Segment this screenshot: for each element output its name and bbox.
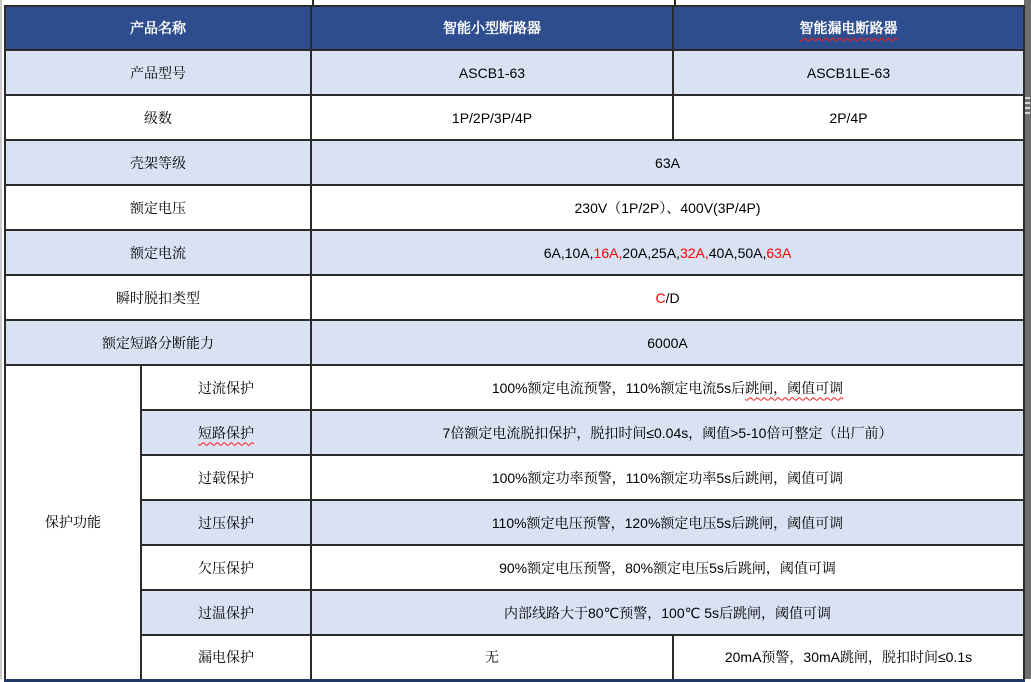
cell-overvoltage-value: 110%额定电压预警，120%额定电压5s后跳闸，阈值可调: [311, 500, 1024, 545]
cell-poles-rcbo: 2P/4P: [673, 95, 1024, 140]
row-label-model: 产品型号: [5, 50, 311, 95]
row-poles: [5, 95, 1024, 140]
cell-undervoltage-value: 90%额定电压预警，80%额定电压5s后跳闸，阈值可调: [311, 545, 1024, 590]
current-seg-red: 32A,: [679, 244, 709, 261]
cell-frame-value: 63A: [311, 140, 1024, 185]
current-seg: 6A,10A,: [543, 244, 594, 261]
cell-overload-value: 100%额定功率预警，110%额定功率5s后跳闸，阈值可调: [311, 455, 1024, 500]
cell-short-circuit-value: 7倍额定电流脱扣保护，脱扣时间≤0.04s，阈值>5-10倍可整定（出厂前）: [311, 410, 1024, 455]
header-smart-rcbo-label: 智能漏电断路器: [799, 20, 898, 36]
row-label-overvoltage: 过压保护: [141, 500, 311, 545]
product-spec-table: [4, 5, 1025, 682]
cell-model-rcbo: ASCB1LE-63: [673, 50, 1024, 95]
row-frame: [5, 140, 1024, 185]
row-label-short-circuit: [141, 410, 311, 455]
cell-breaking-capacity-value: 6000A: [311, 320, 1024, 365]
row-trip-type: [5, 275, 1024, 320]
row-label-poles: 级数: [5, 95, 311, 140]
row-overcurrent-protection: [5, 365, 1024, 410]
cell-voltage-value: 230V（1P/2P）、400V(3P/4P): [311, 185, 1024, 230]
cell-poles-mcb: 1P/2P/3P/4P: [311, 95, 673, 140]
cell-leakage-mcb: 无: [311, 635, 673, 680]
header-row: [5, 6, 1024, 50]
row-label-leakage: 漏电保护: [141, 635, 311, 680]
short-circuit-label: 短路保护: [198, 424, 254, 441]
trip-type-c: C: [655, 289, 666, 306]
row-leakage-protection: [5, 635, 1024, 680]
row-breaking-capacity: [5, 320, 1024, 365]
row-overvoltage-protection: [5, 500, 1024, 545]
cell-overcurrent-value: [311, 365, 1024, 410]
row-label-voltage: 额定电压: [5, 185, 311, 230]
row-voltage: [5, 185, 1024, 230]
row-label-overtemp: 过温保护: [141, 590, 311, 635]
current-seg: 40A,50A,: [708, 244, 767, 261]
row-label-undervoltage: 欠压保护: [141, 545, 311, 590]
overcurrent-text: 100%额定电流预警，110%额定电流5s后: [491, 379, 746, 396]
current-seg: 20A,25A,: [622, 244, 680, 261]
row-short-circuit-protection: [5, 410, 1024, 455]
cell-current-value: [311, 230, 1024, 275]
protection-group-label: 保护功能: [5, 365, 141, 680]
row-current: [5, 230, 1024, 275]
row-overtemp-protection: [5, 590, 1024, 635]
current-seg-red: 16A,: [593, 244, 623, 261]
header-product-name: 产品名称: [5, 6, 311, 50]
current-seg-red: 63A: [766, 244, 792, 261]
cell-overtemp-value: 内部线路大于80℃预警，100℃ 5s后跳闸，阈值可调: [311, 590, 1024, 635]
cell-model-mcb: ASCB1-63: [311, 50, 673, 95]
left-window-edge: [0, 0, 2, 679]
row-undervoltage-protection: [5, 545, 1024, 590]
row-model: [5, 50, 1024, 95]
row-label-current: 额定电流: [5, 230, 311, 275]
header-smart-mcb: 智能小型断路器: [311, 6, 673, 50]
row-label-overcurrent: 过流保护: [141, 365, 311, 410]
trip-type-d: /D: [665, 289, 680, 306]
overcurrent-text-spellchecked: 跳闸，阈值可调: [745, 379, 844, 396]
cell-leakage-rcbo: 20mA预警，30mA跳闸，脱扣时间≤0.1s: [673, 635, 1024, 680]
header-smart-rcbo: [673, 6, 1024, 50]
row-label-trip-type: 瞬时脱扣类型: [5, 275, 311, 320]
cell-trip-type-value: [311, 275, 1024, 320]
row-label-frame: 壳架等级: [5, 140, 311, 185]
row-overload-protection: [5, 455, 1024, 500]
row-label-breaking-capacity: 额定短路分断能力: [5, 320, 311, 365]
row-label-overload: 过载保护: [141, 455, 311, 500]
